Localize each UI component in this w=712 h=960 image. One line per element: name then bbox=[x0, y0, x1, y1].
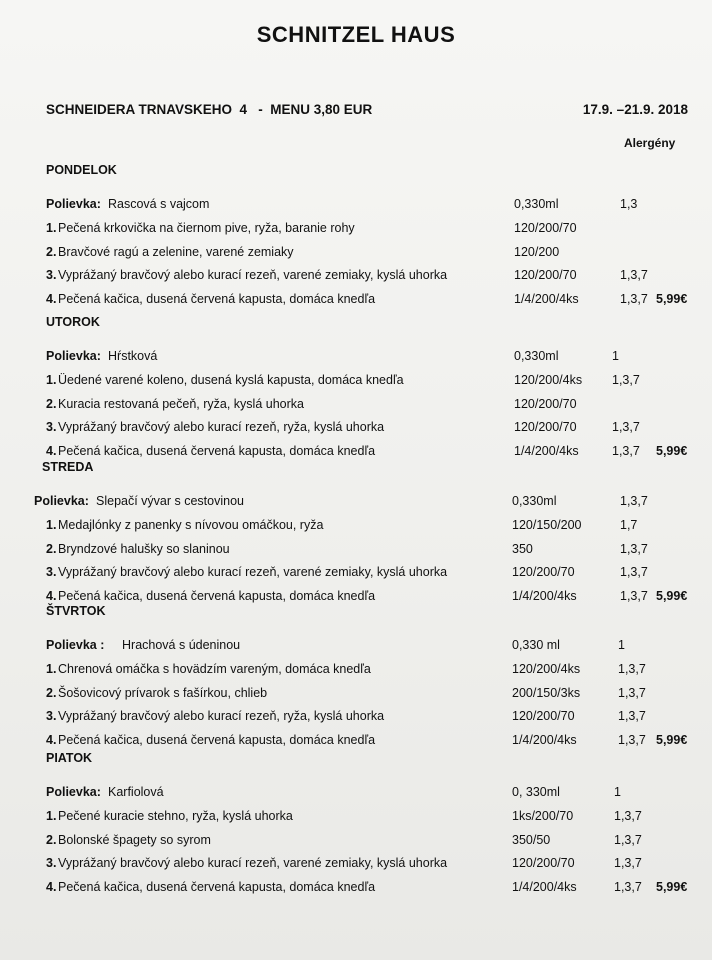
soup-portion: 0, 330ml bbox=[512, 785, 560, 799]
soup-label: Polievka : bbox=[46, 638, 105, 652]
menu-item-row bbox=[0, 562, 712, 582]
soup-label: Polievka: bbox=[34, 494, 89, 508]
soup-name: Slepačí vývar s cestovinou bbox=[96, 494, 244, 508]
menu-item-row bbox=[0, 242, 712, 262]
item-portion: 350 bbox=[512, 541, 533, 556]
soup-portion: 0,330ml bbox=[514, 197, 559, 211]
item-number: 2. bbox=[46, 832, 57, 847]
menu-item-row bbox=[0, 706, 712, 726]
item-allergens: 1,3,7 bbox=[612, 420, 640, 435]
day-name: ŠTVRTOK bbox=[46, 604, 106, 618]
menu-item-row bbox=[0, 515, 712, 535]
item-portion: 1/4/200/4ks bbox=[514, 444, 579, 459]
menu-item-row bbox=[0, 659, 712, 679]
soup-allergens: 1,3,7 bbox=[620, 494, 648, 508]
item-number: 2. bbox=[46, 541, 57, 556]
soup-name: Rascová s vajcom bbox=[108, 197, 210, 211]
item-name: Pečená kačica, dusená červená kapusta, domáca knedľa bbox=[58, 292, 376, 307]
item-number: 3. bbox=[46, 420, 57, 435]
item-portion: 350/50 bbox=[512, 832, 551, 847]
day-heading bbox=[0, 160, 712, 180]
item-number: 3. bbox=[46, 856, 57, 871]
day-heading bbox=[0, 601, 712, 621]
item-allergens: 1,7 bbox=[620, 517, 638, 532]
item-number: 4. bbox=[46, 880, 57, 895]
menu-item-row bbox=[0, 289, 712, 309]
address-menu-price: SCHNEIDERA TRNAVSKEHO 4 - MENU 3,80 EUR bbox=[46, 102, 373, 117]
item-number: 1. bbox=[46, 220, 57, 235]
item-portion: 120/200/70 bbox=[514, 268, 577, 283]
item-allergens: 1,3,7 bbox=[612, 444, 640, 459]
item-name: Üedené varené koleno, dusená kyslá kapusta, domáca knedľa bbox=[58, 372, 404, 387]
item-allergens: 1,3,7 bbox=[618, 661, 646, 676]
item-name: Vyprážaný bravčový alebo kurací rezeň, ryža, kyslá uhorka bbox=[58, 709, 385, 724]
item-portion: 120/200/70 bbox=[512, 565, 575, 580]
soup-label: Polievka: bbox=[46, 785, 101, 799]
item-name: Bryndzové halušky so slaninou bbox=[58, 541, 230, 556]
item-name: Šošovicový prívarok s fašírkou, chlieb bbox=[58, 685, 268, 700]
soup-label: Polievka: bbox=[46, 197, 101, 211]
day-name: PONDELOK bbox=[46, 163, 117, 177]
soup-row bbox=[0, 782, 712, 802]
day-heading bbox=[0, 457, 712, 477]
item-allergens: 1,3,7 bbox=[618, 685, 646, 700]
menu-item-row bbox=[0, 853, 712, 873]
item-portion: 1/4/200/4ks bbox=[514, 292, 579, 307]
item-number: 2. bbox=[46, 685, 57, 700]
item-number: 3. bbox=[46, 268, 57, 283]
item-number: 4. bbox=[46, 733, 57, 748]
soup-row bbox=[0, 491, 712, 511]
item-portion: 1/4/200/4ks bbox=[512, 880, 577, 895]
item-price: 5,99€ bbox=[656, 880, 688, 895]
soup-allergens: 1 bbox=[618, 638, 625, 652]
date-range: 17.9. –21.9. 2018 bbox=[582, 102, 688, 117]
menu-item-row bbox=[0, 265, 712, 285]
item-name: Medajlónky z panenky s nívovou omáčkou, ryža bbox=[58, 517, 324, 532]
day-name: PIATOK bbox=[46, 751, 93, 765]
day-heading bbox=[0, 748, 712, 768]
soup-allergens: 1,3 bbox=[620, 197, 638, 211]
item-portion: 120/200/70 bbox=[512, 856, 575, 871]
item-number: 2. bbox=[46, 396, 57, 411]
item-price: 5,99€ bbox=[656, 292, 688, 307]
item-name: Vyprážaný bravčový alebo kurací rezeň, ryža, kyslá uhorka bbox=[58, 420, 385, 435]
menu-item-row bbox=[0, 370, 712, 390]
soup-name: Hŕstková bbox=[108, 349, 158, 363]
item-name: Pečené kuracie stehno, ryža, kyslá uhorka bbox=[58, 808, 293, 823]
item-portion: 120/200/70 bbox=[514, 220, 577, 235]
item-allergens: 1,3,7 bbox=[618, 733, 646, 748]
item-allergens: 1,3,7 bbox=[620, 565, 648, 580]
item-price: 5,99€ bbox=[656, 733, 688, 748]
item-number: 4. bbox=[46, 292, 57, 307]
item-allergens: 1,3,7 bbox=[614, 856, 642, 871]
menu-item-row bbox=[0, 539, 712, 559]
item-name: Pečená krkovička na čiernom pive, ryža, baranie rohy bbox=[58, 220, 355, 235]
item-portion: 1ks/200/70 bbox=[512, 808, 574, 823]
menu-item-row bbox=[0, 830, 712, 850]
item-portion: 120/200 bbox=[514, 244, 560, 259]
page-title: SCHNITZEL HAUS bbox=[256, 22, 456, 47]
menu-item-row bbox=[0, 394, 712, 414]
item-number: 2. bbox=[46, 244, 57, 259]
item-name: Chrenová omáčka s hovädzím vareným, domáca knedľa bbox=[58, 661, 371, 676]
day-heading bbox=[0, 312, 712, 332]
soup-label: Polievka: bbox=[46, 349, 101, 363]
item-portion: 120/200/70 bbox=[512, 709, 575, 724]
item-portion: 200/150/3ks bbox=[512, 685, 581, 700]
item-number: 1. bbox=[46, 808, 57, 823]
item-name: Pečená kačica, dusená červená kapusta, domáca knedľa bbox=[58, 880, 376, 895]
menu-item-row bbox=[0, 877, 712, 897]
soup-row bbox=[0, 635, 712, 655]
item-number: 4. bbox=[46, 444, 57, 459]
item-price: 5,99€ bbox=[656, 444, 688, 459]
item-allergens: 1,3,7 bbox=[614, 808, 642, 823]
soup-portion: 0,330ml bbox=[512, 494, 557, 508]
item-name: Vyprážaný bravčový alebo kurací rezeň, varené zemiaky, kyslá uhorka bbox=[58, 856, 448, 871]
item-name: Vyprážaný bravčový alebo kurací rezeň, varené zemiaky, kyslá uhorka bbox=[58, 565, 448, 580]
item-allergens: 1,3,7 bbox=[620, 589, 648, 604]
item-allergens: 1,3,7 bbox=[612, 372, 640, 387]
item-number: 3. bbox=[46, 709, 57, 724]
item-name: Pečená kačica, dusená červená kapusta, domáca knedľa bbox=[58, 589, 376, 604]
item-price: 5,99€ bbox=[656, 589, 688, 604]
item-portion: 120/200/4ks bbox=[514, 372, 583, 387]
item-portion: 1/4/200/4ks bbox=[512, 733, 577, 748]
menu-item-row bbox=[0, 806, 712, 826]
item-number: 4. bbox=[46, 589, 57, 604]
soup-row bbox=[0, 346, 712, 366]
item-name: Vyprážaný bravčový alebo kurací rezeň, varené zemiaky, kyslá uhorka bbox=[58, 268, 448, 283]
item-portion: 1/4/200/4ks bbox=[512, 589, 577, 604]
item-name: Pečená kačica, dusená červená kapusta, domáca knedľa bbox=[58, 444, 376, 459]
item-allergens: 1,3,7 bbox=[620, 268, 648, 283]
day-name: STREDA bbox=[42, 460, 94, 474]
item-portion: 120/200/70 bbox=[514, 420, 577, 435]
item-allergens: 1,3,7 bbox=[618, 709, 646, 724]
item-number: 3. bbox=[46, 565, 57, 580]
item-number: 1. bbox=[46, 661, 57, 676]
item-name: Bolonské špagety so syrom bbox=[58, 832, 211, 847]
soup-name: Karfiolová bbox=[108, 785, 164, 799]
menu-item-row bbox=[0, 218, 712, 238]
soup-allergens: 1 bbox=[614, 785, 621, 799]
soup-row bbox=[0, 194, 712, 214]
menu-item-row bbox=[0, 683, 712, 703]
item-name: Bravčové ragú a zelenine, varené zemiaky bbox=[58, 244, 294, 259]
item-portion: 120/150/200 bbox=[512, 517, 582, 532]
item-name: Pečená kačica, dusená červená kapusta, domáca knedľa bbox=[58, 733, 376, 748]
item-number: 1. bbox=[46, 372, 57, 387]
item-portion: 120/200/70 bbox=[514, 396, 577, 411]
item-allergens: 1,3,7 bbox=[614, 832, 642, 847]
item-allergens: 1,3,7 bbox=[620, 541, 648, 556]
menu-item-row bbox=[0, 417, 712, 437]
item-portion: 120/200/4ks bbox=[512, 661, 581, 676]
soup-allergens: 1 bbox=[612, 349, 619, 363]
item-allergens: 1,3,7 bbox=[620, 292, 648, 307]
soup-portion: 0,330ml bbox=[514, 349, 559, 363]
soup-portion: 0,330 ml bbox=[512, 638, 560, 652]
soup-name: Hrachová s údeninou bbox=[122, 638, 241, 652]
item-number: 1. bbox=[46, 517, 57, 532]
item-name: Kuracia restovaná pečeň, ryža, kyslá uhorka bbox=[58, 396, 304, 411]
day-name: UTOROK bbox=[46, 315, 100, 329]
allergen-column-header: Alergény bbox=[624, 136, 676, 150]
item-allergens: 1,3,7 bbox=[614, 880, 642, 895]
